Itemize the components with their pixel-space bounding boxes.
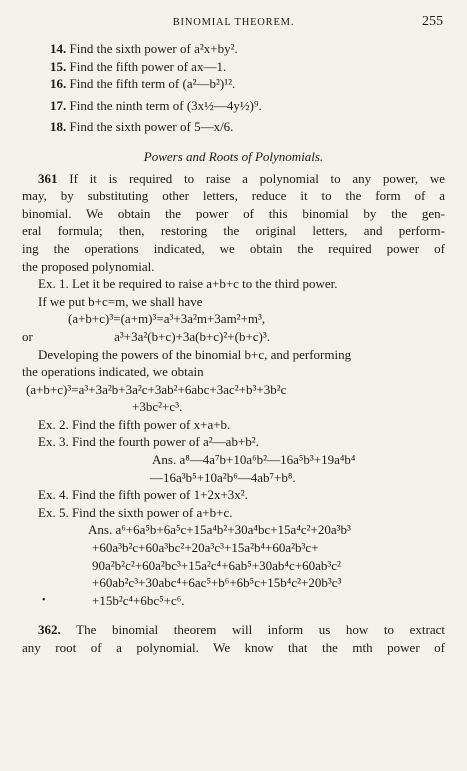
paragraph-361-line: ing the operations indicated, we obtain the required power of — [22, 240, 445, 256]
page-number: 255 — [422, 14, 443, 29]
page-body — [22, 40, 445, 657]
answer-line: Ans. a⁸—4a⁷b+10a⁶b²—16a⁵b³+19a⁴b⁴ — [152, 452, 356, 468]
or-label: or — [22, 328, 33, 344]
exercise-18: 18. Find the sixth power of 5—x/6. — [50, 119, 234, 135]
equation: a³+3a²(b+c)+3a(b+c)²+(b+c)³. — [114, 328, 271, 344]
page-header — [22, 14, 445, 34]
example-5: Ex. 5. Find the sixth power of a+b+c. — [38, 504, 233, 520]
section-title: Powers and Roots of Polynomials. — [143, 148, 324, 164]
example-1-line: the operations indicated, we obtain — [22, 364, 204, 380]
equation: (a+b+c)³=a³+3a²b+3a²c+3ab²+6abc+3ac²+b³+3b²c — [26, 381, 287, 397]
example-1-line: If we put b+c=m, we shall have — [38, 293, 203, 309]
equation-continuation: +3bc²+c³. — [132, 399, 183, 415]
paragraph-362-line: any root of a polynomial. We know that the mth power of — [22, 640, 445, 655]
stray-dot: • — [42, 594, 46, 606]
example-2: Ex. 2. Find the fifth power of x+a+b. — [38, 416, 231, 432]
exercise-14: 14. Find the sixth power of a²x+by². — [50, 41, 238, 56]
example-3: Ex. 3. Find the fourth power of a²—ab+b². — [38, 434, 259, 450]
example-4: Ex. 4. Find the fifth power of 1+2x+3x². — [38, 487, 248, 503]
equation-row — [22, 328, 445, 346]
exercise-16: 16. Find the fifth term of (a²—b²)¹². — [50, 76, 236, 92]
answer-line: 90a²b²c²+60a²bc³+15a²c⁴+6ab⁵+30ab⁴c+60ab³c² — [92, 557, 341, 573]
paragraph-361-line: the proposed polynomial. — [22, 258, 155, 274]
example-1-line: Ex. 1. Let it be required to raise a+b+c to the third power. — [38, 276, 338, 292]
paragraph-361-line: binomial. We obtain the power of this binomial by the gen- — [22, 205, 445, 221]
exercise-17: 17. Find the ninth term of (3x½—4y½)⁹. — [50, 97, 262, 113]
paragraph-361-line: may, by substituting other letters, reduce it to the form of a — [22, 188, 445, 204]
paragraph-361-line: 361 If it is required to raise a polynomial to any power, we — [38, 170, 445, 186]
answer-line: +60a³b²c+60a³bc²+20a³c³+15a²b⁴+60a²b³c+ — [92, 540, 319, 556]
example-1-line: Developing the powers of the binomial b+c, and performing — [38, 346, 352, 362]
answer-line: Ans. a⁶+6a⁵b+6a⁵c+15a⁴b²+30a⁴bc+15a⁴c²+20a³b³ — [88, 522, 351, 538]
answer-line: +60ab²c³+30abc⁴+6ac⁵+b⁶+6b⁵c+15b⁴c²+20b³c³ — [92, 575, 342, 591]
exercise-15: 15. Find the fifth power of ax—1. — [50, 58, 227, 74]
paragraph-361-line: eral formula; then, restoring the original letters, and perform- — [22, 223, 445, 239]
running-title: BINOMIAL THEOREM. — [172, 17, 295, 28]
paragraph-362-line: 362. The binomial theorem will inform us how to extract — [38, 622, 445, 638]
answer-line: —16a³b⁵+10a²b⁶—4ab⁷+b⁸. — [150, 469, 296, 485]
equation: (a+b+c)³=(a+m)³=a³+3a²m+3am²+m³, — [68, 311, 266, 327]
answer-line: • +15b²c⁴+6bc⁵+c⁶. — [42, 592, 185, 608]
